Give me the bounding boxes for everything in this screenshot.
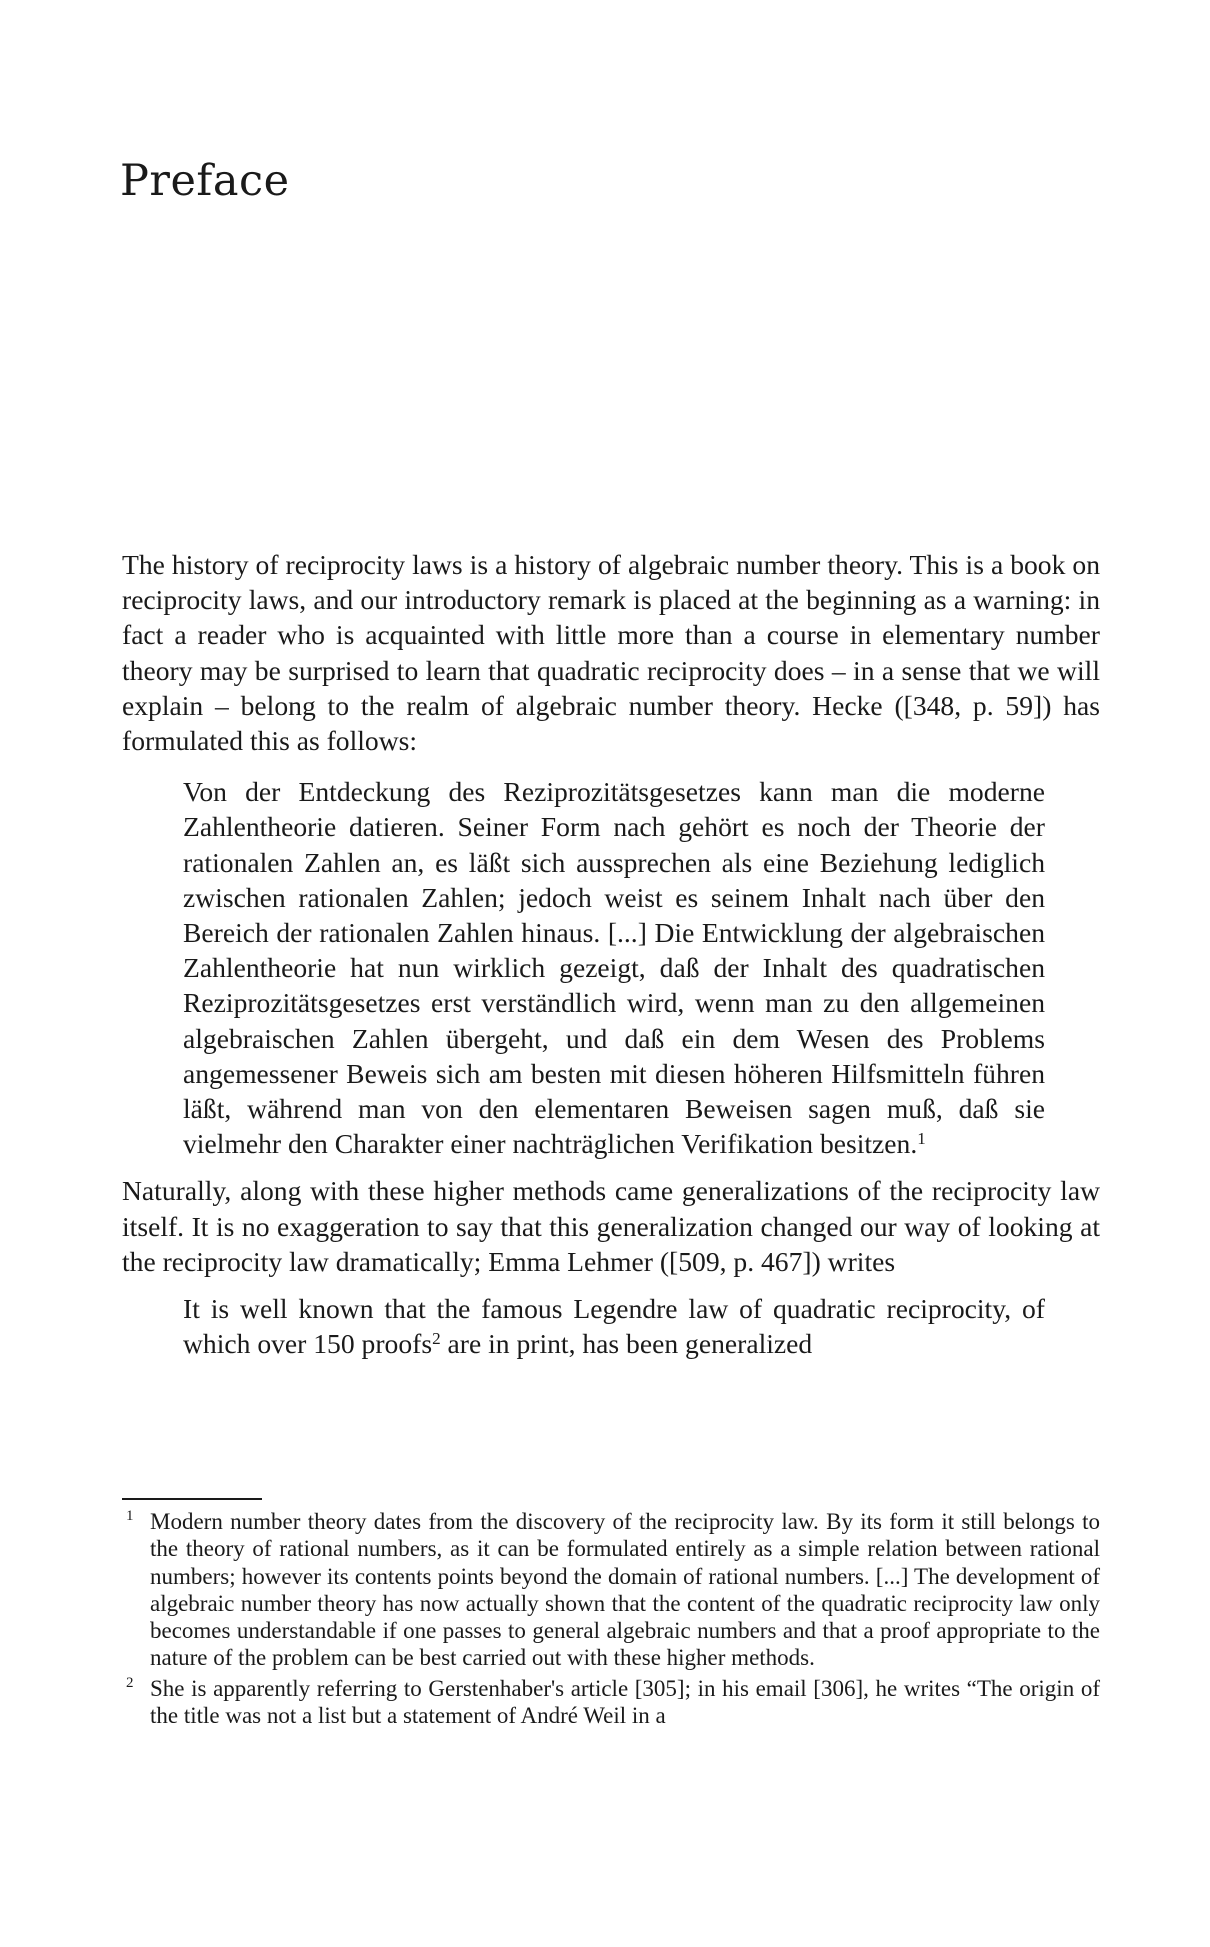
footnote-1-text: Modern number theory dates from the discovery of the reciprocity law. By its form it still belongs to the theory of rational numbers, as it can be formulated entirely as a simple relation between rational numbers; however its contents points beyond the domain of rational numbers. [...] The development of algebraic number theory has now actually shown that the content of the quadratic reciprocity law only becomes understandable if one passes to general algebraic numbers and that a proof appropriate to the nature of the problem can be best carried out with these higher methods. bbox=[150, 1509, 1100, 1671]
footnote-1-mark: 1 bbox=[126, 1508, 134, 1524]
lehmer-quote-text-a: It is well known that the famous Legendre law of quadratic reciprocity, of which over 150 proofs bbox=[183, 1293, 1045, 1360]
footnote-ref-1[interactable]: 1 bbox=[917, 1128, 926, 1148]
hecke-quote bbox=[183, 774, 1045, 1161]
hecke-quote-text: Von der Entdeckung des Reziprozitätsgesetzes kann man die moderne Zahlentheorie datieren. Seiner Form nach gehört es noch der Theorie der rationalen Zahlen an, es läßt sich aussprechen als eine Beziehung lediglich zwischen rationalen Zahlen; jedoch weist es seinem Inhalt nach über den Bereich der rationalen Zahlen hinaus. [...] Die Entwicklung der algebraischen Zahlentheorie hat nun wirklich gezeigt, daß der Inhalt des quadratischen Reziprozitätsgesetzes erst verständlich wird, wenn man zu den allgemeinen algebraischen Zahlen übergeht, und daß ein dem Wesen des Problems angemessener Beweis sich am besten mit diesen höheren Hilfsmitteln führen läßt, während man von den elementaren Beweisen sagen muß, daß sie vielmehr den Charakter einer nachträglichen Verifikation besitzen. bbox=[183, 776, 1045, 1160]
footnote-2-mark: 2 bbox=[126, 1674, 134, 1691]
footnotes bbox=[122, 1508, 1100, 1732]
footnote-ref-2[interactable]: 2 bbox=[432, 1328, 441, 1348]
lehmer-quote bbox=[183, 1291, 1045, 1361]
chapter-title: Preface bbox=[120, 156, 290, 206]
footnote-2 bbox=[122, 1675, 1100, 1730]
generalization-paragraph: Naturally, along with these higher methods came generalizations of the reciprocity law itself. It is no exaggeration to say that this generalization changed our way of looking at the reciprocity law dramatically; Emma Lehmer ([509, p. 467]) writes bbox=[122, 1175, 1100, 1277]
footnote-divider bbox=[122, 1498, 262, 1500]
intro-paragraph: The history of reciprocity laws is a history of algebraic number theory. This is a book on reciprocity laws, and our introductory remark is placed at the beginning as a warning: in fact a reader who is acquainted with little more than a course in elementary number theory may be surprised to learn that quadratic reciprocity does – in a sense that we will explain – belong to the realm of algebraic number theory. Hecke ([348, p. 59]) has formulated this as follows: bbox=[122, 549, 1100, 757]
body-text bbox=[122, 547, 1100, 1361]
footnote-2-text: She is apparently referring to Gerstenhaber's article [305]; in his email [306], he writes “The origin of the title was not a list but a statement of André Weil in a bbox=[150, 1675, 1100, 1729]
lehmer-quote-text-b: are in print, has been generalized bbox=[440, 1328, 813, 1360]
footnote-1 bbox=[122, 1508, 1100, 1672]
